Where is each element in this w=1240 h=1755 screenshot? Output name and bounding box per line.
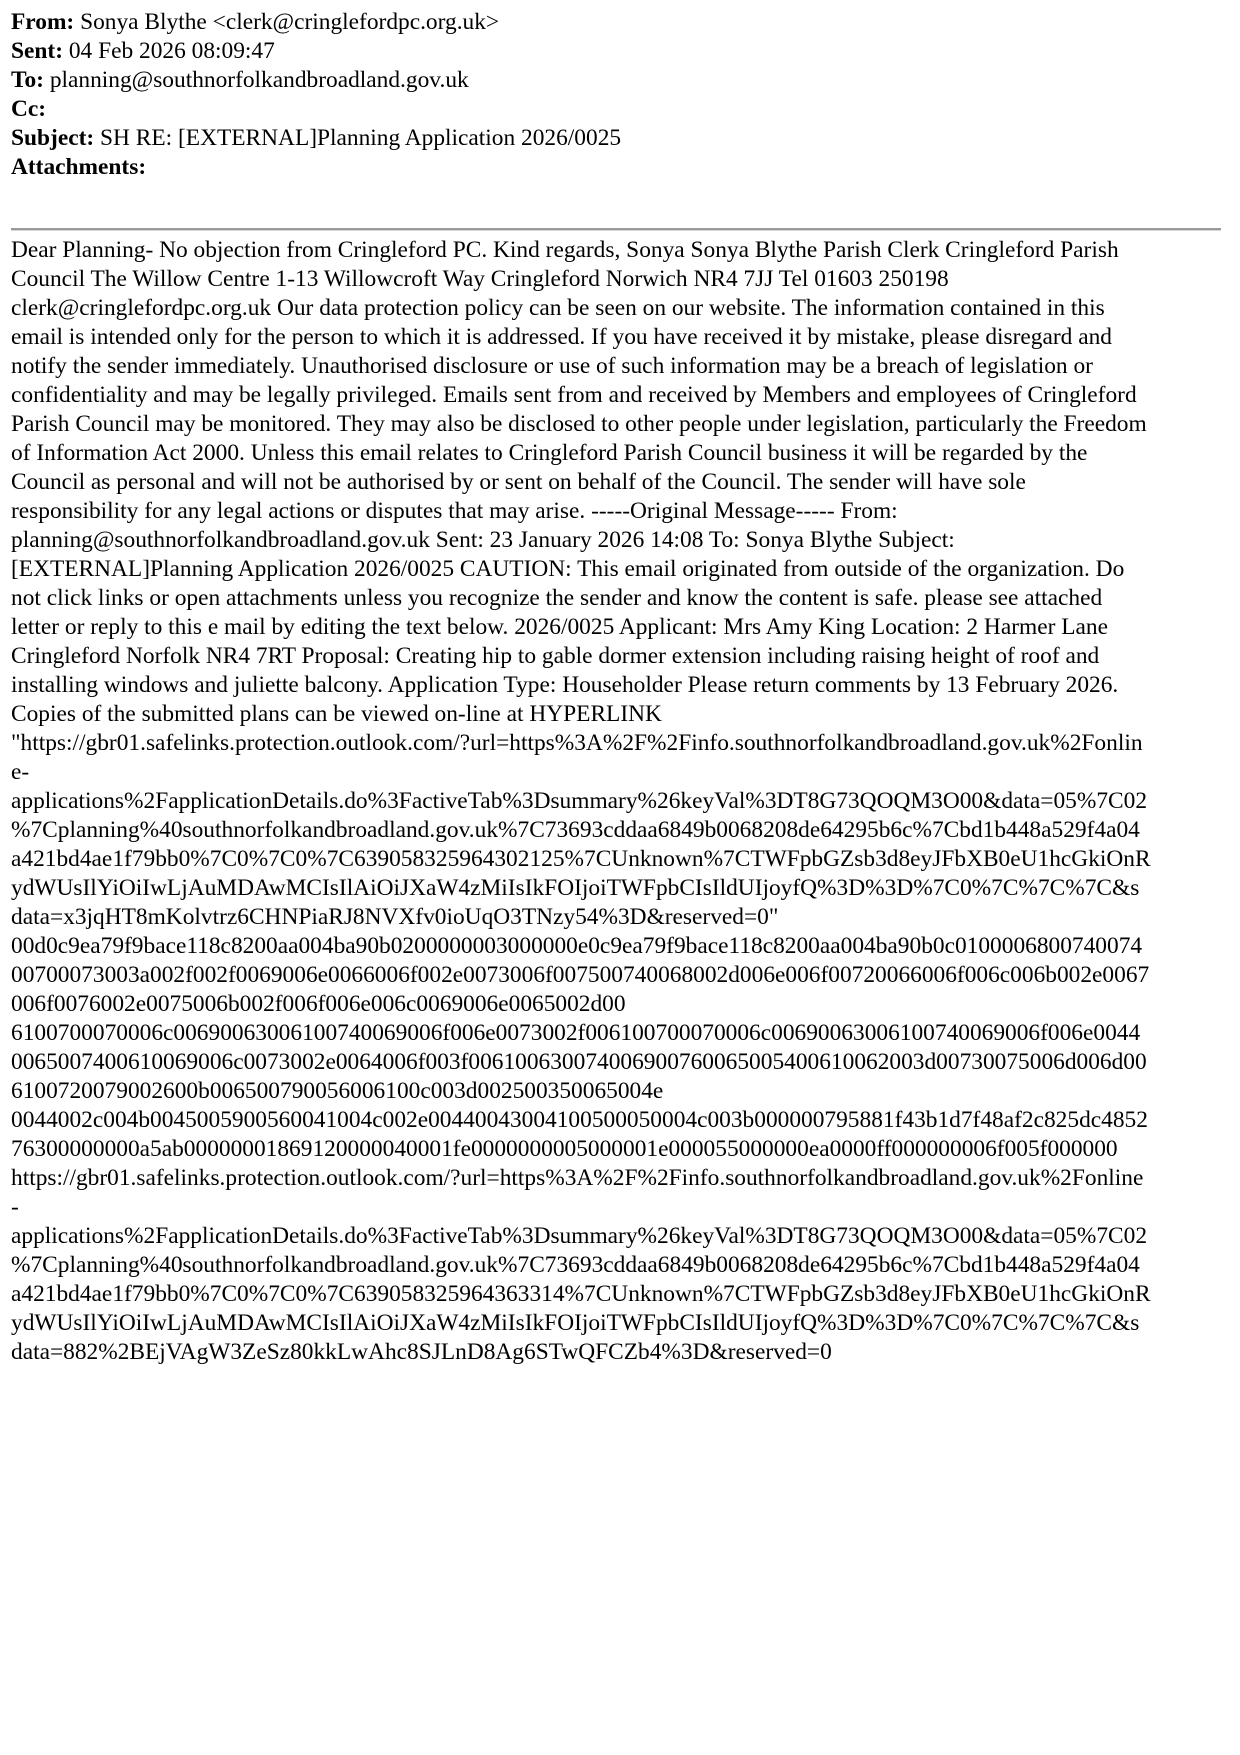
body-text-line: responsibility for any legal actions or disputes that may arise. -----Original Message----- From: [11, 498, 898, 524]
body-text-line: ydWUsIlYiOiIwLjAuMDAwMCIsIlAiOiJXaW4zMiIsIkFOIjoiTWFpbCIsIldUIjoyfQ%3D%3D%7C0%7C%7C%7C&s [11, 1310, 1140, 1336]
body-text-line: a421bd4ae1f79bb0%7C0%7C0%7C639058325964363314%7CUnknown%7CTWFpbGZsb3d8eyJFbXB0eU1hcGkiOnR [11, 1281, 1151, 1307]
body-text-line: letter or reply to this e mail by editing the text below. 2026/0025 Applicant: Mrs Amy King Location: 2 Harmer Lane [11, 614, 1108, 640]
body-text-line: Council as personal and will not be authorised by or sent on behalf of the Council. The sender will have sole [11, 469, 1026, 495]
body-text-line: 6100700070006c00690063006100740069006f006e0073002f006100700070006c00690063006100740069006f006e0044 [11, 1020, 1141, 1046]
body-text-line: [EXTERNAL]Planning Application 2026/0025 CAUTION: This email originated from outside of the organization. Do [11, 556, 1125, 582]
body-text-line: data=882%2BEjVAgW3ZeSz80kkLwAhc8SJLnD8Ag6STwQFCZb4%3D&reserved=0 [11, 1339, 832, 1365]
body-text-line: a421bd4ae1f79bb0%7C0%7C0%7C639058325964302125%7CUnknown%7CTWFpbGZsb3d8eyJFbXB0eU1hcGkiOnR [11, 846, 1151, 872]
body-text-line: https://gbr01.safelinks.protection.outlook.com/?url=https%3A%2F%2Finfo.southnorfolkandbroadland.gov.uk%2Fonline [11, 1165, 1144, 1191]
body-text-line: 76300000000a5ab00000001869120000040001fe0000000005000001e000055000000ea0000ff000000006f005f000000 [11, 1136, 1118, 1162]
body-text-line: - [11, 1194, 19, 1220]
body-text-line: Copies of the submitted plans can be viewed on-line at HYPERLINK [11, 701, 662, 727]
body-text-line: Council The Willow Centre 1-13 Willowcroft Way Cringleford Norwich NR4 7JJ Tel 01603 250198 [11, 266, 949, 292]
to-value: planning@southnorfolkandbroadland.gov.uk [49, 67, 469, 93]
sent-label: Sent: [11, 38, 63, 64]
body-text-line: not click links or open attachments unless you recognize the sender and know the content is safe. please see attached [11, 585, 1103, 611]
body-text-line: 0065007400610069006c0073002e0064006f003f006100630074006900760065005400610062003d00730075006d006d00 [11, 1049, 1147, 1075]
email-body [11, 236, 1225, 1367]
from-line [11, 8, 1221, 37]
body-text-line: applications%2FapplicationDetails.do%3FactiveTab%3Dsummary%26keyVal%3DT8G73QOQM3O00&data=05%7C02 [11, 788, 1148, 814]
header-divider [11, 228, 1221, 231]
body-text-line: 00d0c9ea79f9bace118c8200aa004ba90b0200000003000000e0c9ea79f9bace118c8200aa004ba90b0c0100006800740074 [11, 933, 1143, 959]
body-text-line: 0044002c004b0045005900560041004c002e00440043004100500050004c003b000000795881f43b1d7f48af2c825dc4852 [11, 1107, 1148, 1133]
body-text-line: planning@southnorfolkandbroadland.gov.uk Sent: 23 January 2026 14:08 To: Sonya Blythe Subject: [11, 527, 955, 553]
body-text-line: notify the sender immediately. Unauthorised disclosure or use of such information may be a breach of legislation or [11, 353, 1093, 379]
body-text-line: e- [11, 759, 30, 785]
body-text-line: confidentiality and may be legally privileged. Emails sent from and received by Members and employees of Cringleford [11, 382, 1137, 408]
attachments-label: Attachments: [11, 154, 147, 180]
body-text-line: 006f0076002e0075006b002f006f006e006c0069006e0065002d00 [11, 991, 626, 1017]
body-text-line: clerk@cringlefordpc.org.uk Our data protection policy can be seen on our website. The information contained in this [11, 295, 1105, 321]
body-text-line: 00700073003a002f002f0069006e0066006f002e0073006f007500740068002d006e006f00720066006f006c006b002e0067 [11, 962, 1150, 988]
body-text-line: data=x3jqHT8mKolvtrz6CHNPiaRJ8NVXfv0ioUqO3TNzy54%3D&reserved=0" [11, 904, 779, 930]
body-text-line: %7Cplanning%40southnorfolkandbroadland.gov.uk%7C73693cddaa6849b0068208de64295b6c%7Cbd1b448a529f4a04 [11, 817, 1140, 843]
body-text-line: installing windows and juliette balcony. Application Type: Householder Please return comments by 13 February 2026. [11, 672, 1119, 698]
from-label: From: [11, 9, 75, 35]
body-text-line: email is intended only for the person to which it is addressed. If you have received it by mistake, please disregard and [11, 324, 1112, 350]
body-text-line: ydWUsIlYiOiIwLjAuMDAwMCIsIlAiOiJXaW4zMiIsIkFOIjoiTWFpbCIsIldUIjoyfQ%3D%3D%7C0%7C%7C%7C&s [11, 875, 1140, 901]
attachments-line [11, 153, 1221, 182]
body-text-line: Cringleford Norfolk NR4 7RT Proposal: Creating hip to gable dormer extension including raising height of roof and [11, 643, 1100, 669]
cc-line [11, 95, 1221, 124]
to-line [11, 66, 1221, 95]
sent-value: 04 Feb 2026 08:09:47 [68, 38, 275, 64]
subject-value: SH RE: [EXTERNAL]Planning Application 2026/0025 [100, 125, 622, 151]
body-text-line: "https://gbr01.safelinks.protection.outlook.com/?url=https%3A%2F%2Finfo.southnorfolkandbroadland.gov.uk%2Fonlin [11, 730, 1143, 756]
sent-line [11, 37, 1221, 66]
to-label: To: [11, 67, 44, 93]
from-value: Sonya Blythe <clerk@cringlefordpc.org.uk> [80, 9, 500, 35]
body-text-line: Parish Council may be monitored. They may also be disclosed to other people under legislation, particularly the Freedom [11, 411, 1147, 437]
body-text-line: %7Cplanning%40southnorfolkandbroadland.gov.uk%7C73693cddaa6849b0068208de64295b6c%7Cbd1b448a529f4a04 [11, 1252, 1140, 1278]
subject-line [11, 124, 1221, 153]
body-text-line: 6100720079002600b006500790056006100c003d002500350065004e [11, 1078, 664, 1104]
subject-label: Subject: [11, 125, 95, 151]
body-text-line: Dear Planning- No objection from Cringleford PC. Kind regards, Sonya Sonya Blythe Parish Clerk Cringleford Parish [11, 237, 1119, 263]
email-header-block [11, 8, 1221, 182]
cc-label: Cc: [11, 96, 47, 122]
body-text-line: applications%2FapplicationDetails.do%3FactiveTab%3Dsummary%26keyVal%3DT8G73QOQM3O00&data=05%7C02 [11, 1223, 1148, 1249]
body-text-line: of Information Act 2000. Unless this email relates to Cringleford Parish Council business it will be regarded by the [11, 440, 1088, 466]
